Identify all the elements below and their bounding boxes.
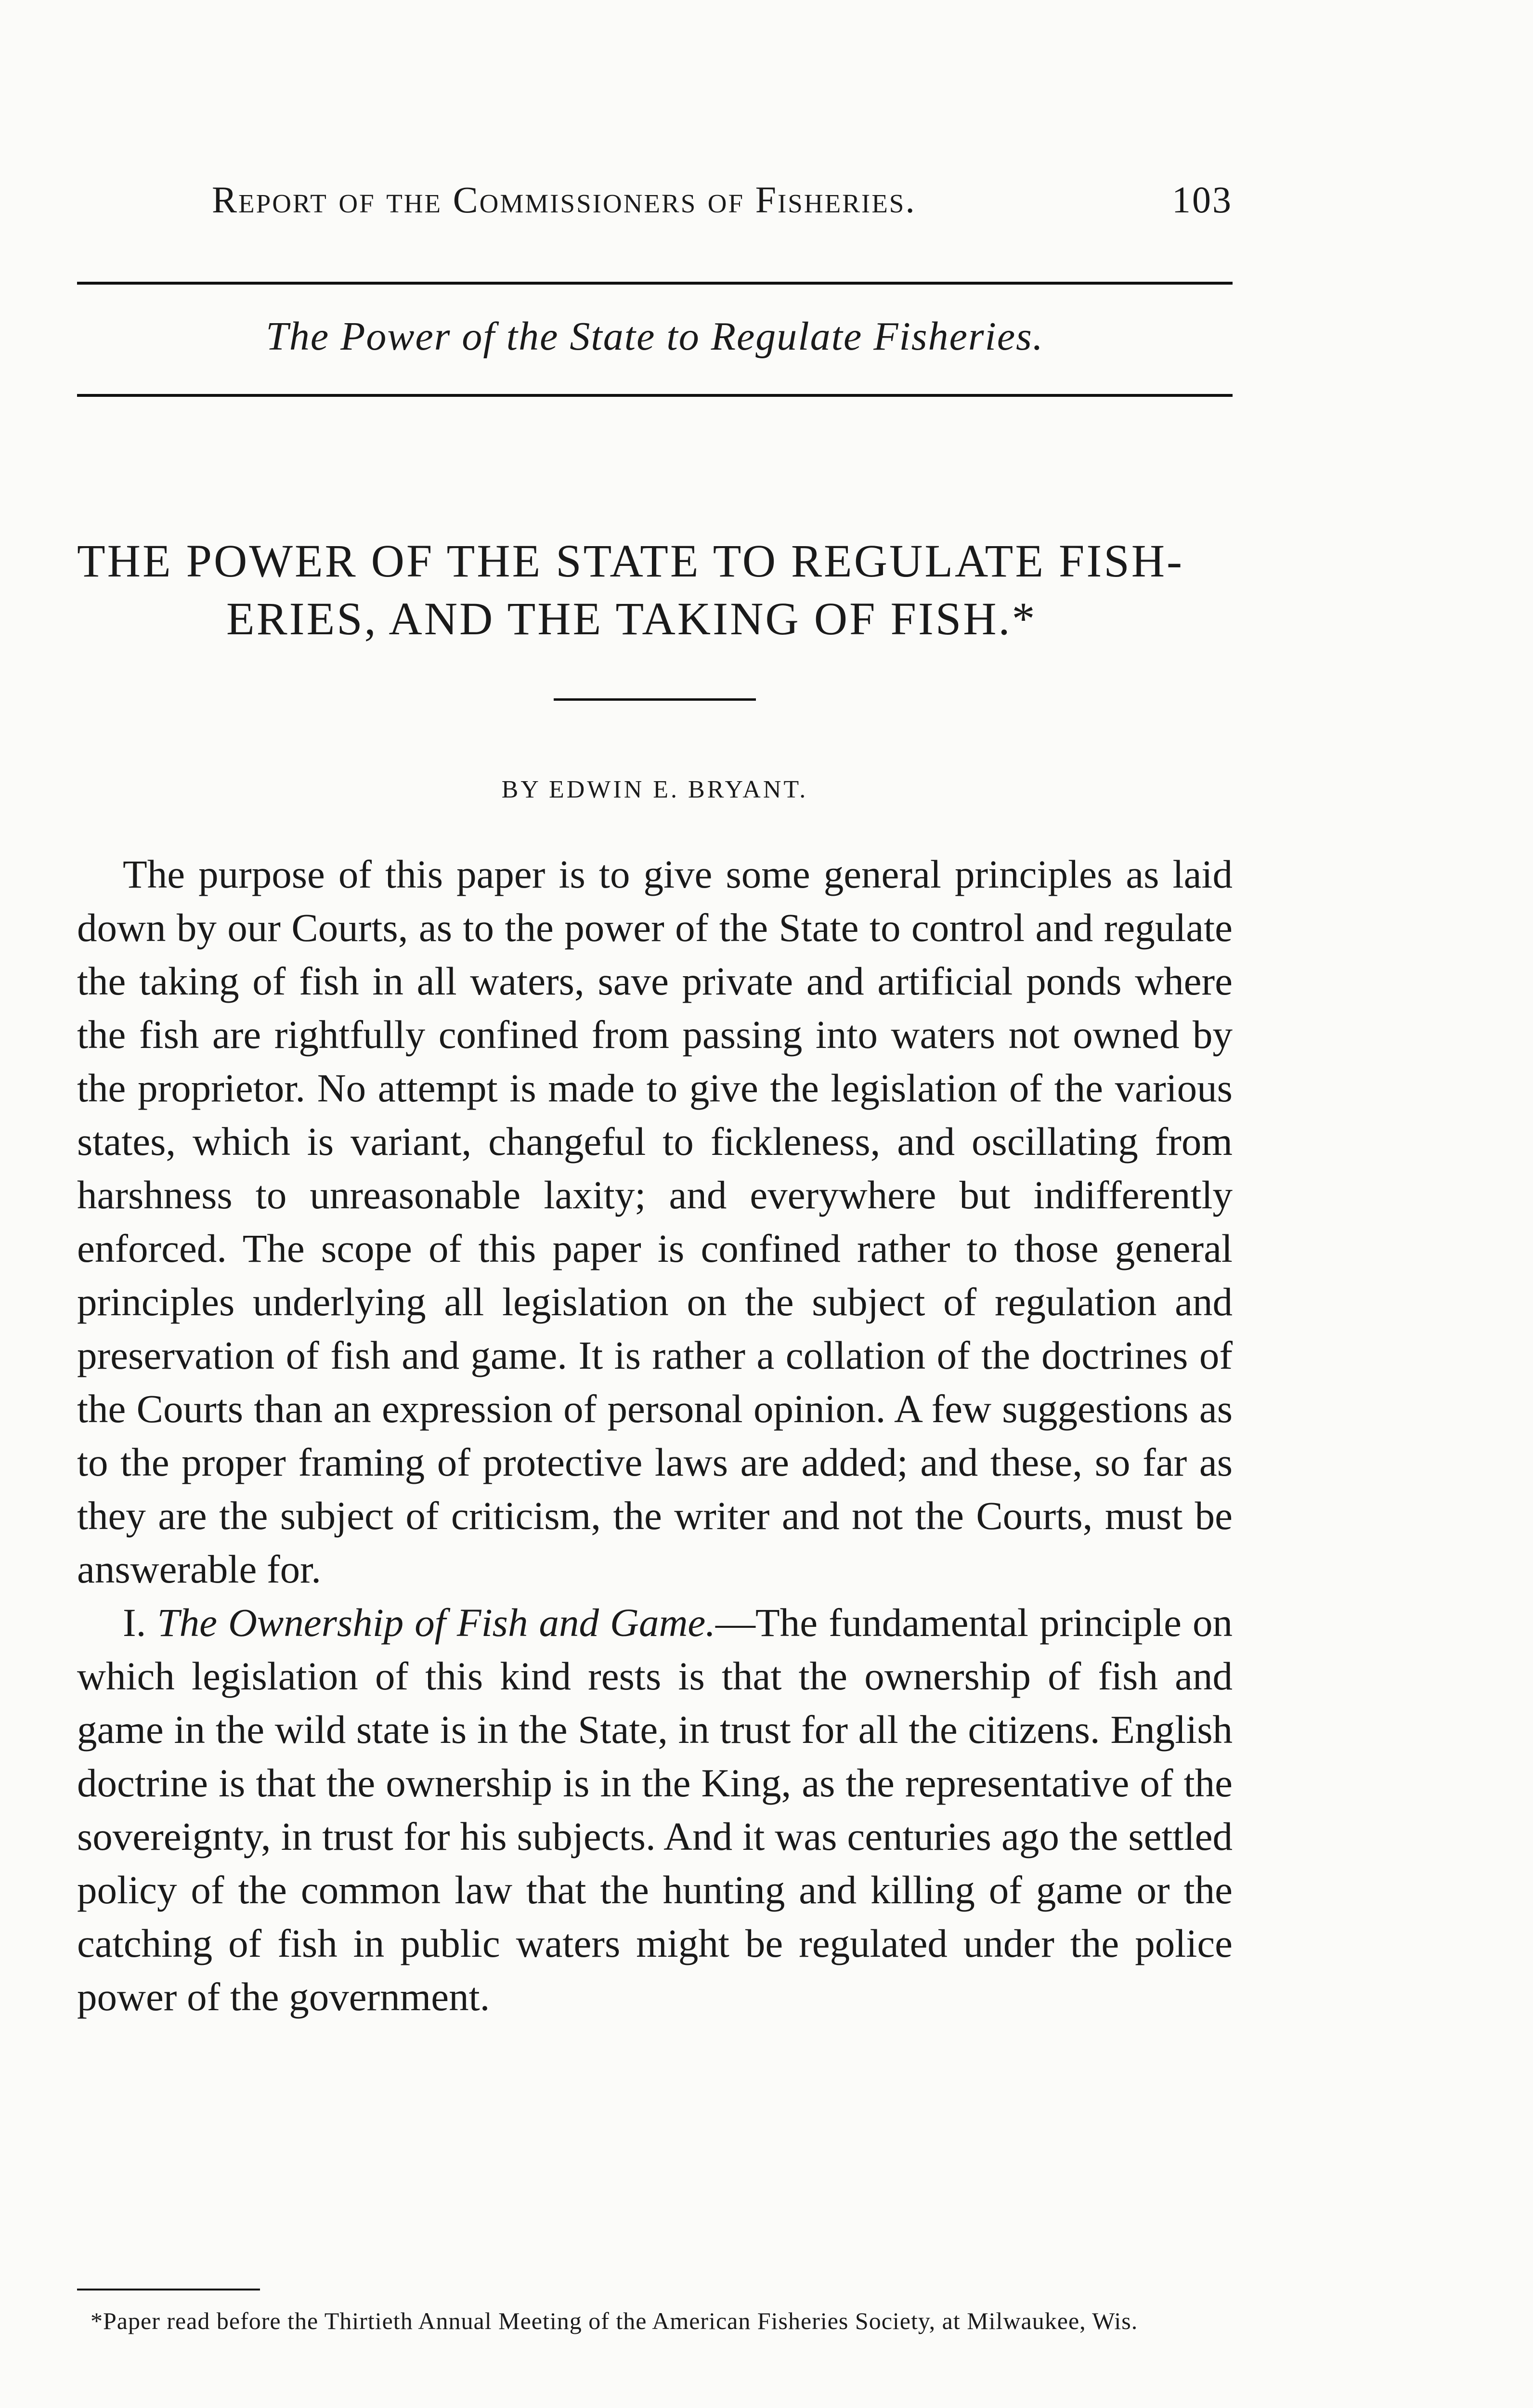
- section-1-heading: The Ownership of Fish and Game.: [157, 1600, 716, 1645]
- article-body: [77, 848, 1233, 2024]
- header-rule-top: [77, 282, 1233, 285]
- byline: BY EDWIN E. BRYANT.: [501, 776, 808, 803]
- footnote-rule: [77, 2289, 260, 2290]
- article-title-line-2: ERIES, AND THE TAKING OF FISH.*: [226, 593, 1037, 644]
- paragraph-intro: The purpose of this paper is to give some general principles as laid down by our Courts, as to the power of the State to control and regulate the taking of fish in all waters, save private and artificial ponds where the fish are rightfully confined from passing into waters not owned by the proprietor. No attempt is made to give the legislation of the various states, which is variant, changeful to fickleness, and oscillating from harshness to unreasonable laxity; and everywhere but indifferently enforced. The scope of this paper is confined rather to those general principles underlying all legislation on the subject of regulation and preservation of fish and game. It is rather a collation of the doctrines of the Courts than an expression of personal opinion. A few suggestions as to the proper framing of protective laws are added; and these, so far as they are the subject of criticism, the writer and not the Courts, must be answerable for.: [77, 852, 1233, 1591]
- paragraph-section-1: [77, 1596, 1233, 2024]
- page-number: 103: [1172, 179, 1233, 221]
- article-title: [77, 532, 1233, 648]
- title-divider: [554, 698, 756, 701]
- section-1-dash: —: [715, 1600, 756, 1645]
- section-heading: The Power of the State to Regulate Fisheries.: [266, 314, 1044, 359]
- section-1-text: The fundamental principle on which legislation of this kind rests is that the ownership of fish and game in the wild state is in the State, in trust for all the citizens. English doctrine is that the ownership is in the King, as the representative of the sovereignty, in trust for his subjects. And it was centuries ago the settled policy of the common law that the hunting and killing of game or the catching of fish in public waters might be regulated under the police power of the government.: [77, 1600, 1233, 2019]
- footnote-text: *Paper read before the Thirtieth Annual Meeting of the American Fisheries Society, at Milwaukee, Wis.: [91, 2307, 1138, 2334]
- running-head: [212, 178, 1233, 222]
- footnote: [77, 2304, 1233, 2337]
- header-rule-bottom: [77, 394, 1233, 397]
- running-head-title: Report of the Commissioners of Fisheries.: [212, 179, 916, 221]
- article-title-line-1: THE POWER OF THE STATE TO REGULATE FISH-: [77, 535, 1184, 587]
- section-1-number: I.: [123, 1600, 146, 1645]
